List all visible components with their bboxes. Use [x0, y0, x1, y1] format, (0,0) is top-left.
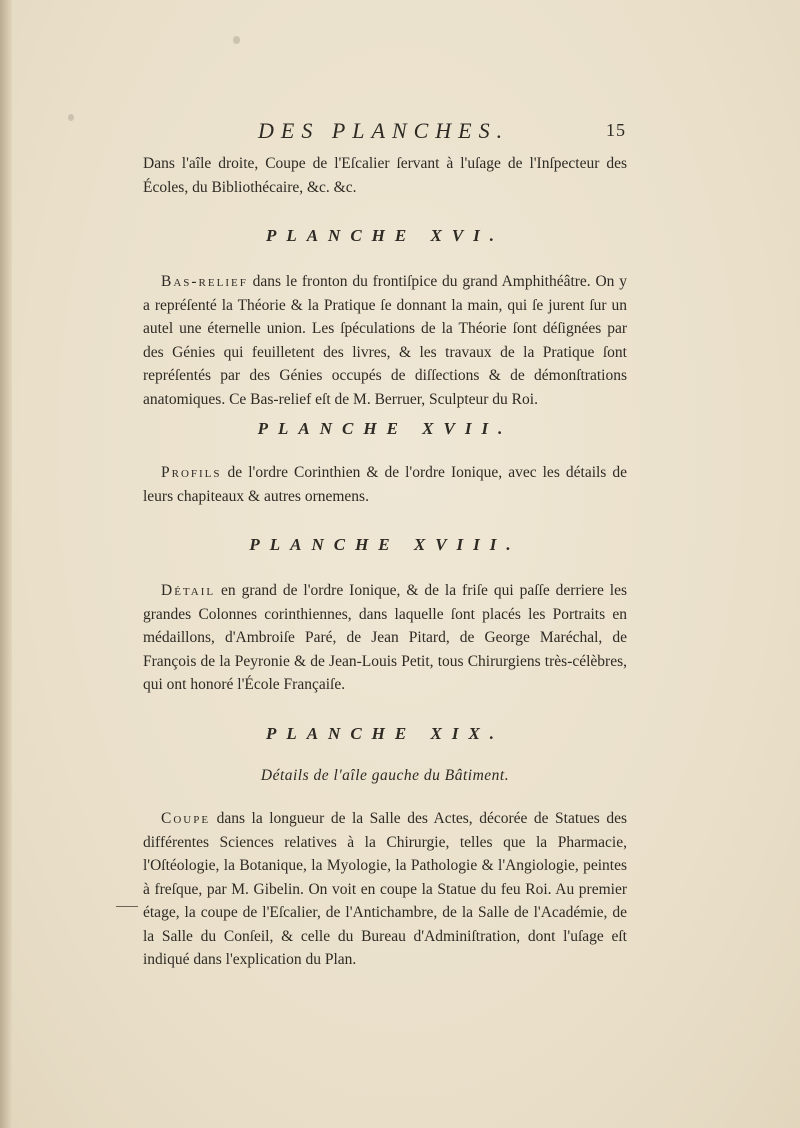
page-number: 15 [606, 120, 626, 140]
running-title: DES PLANCHES. [258, 118, 510, 143]
paragraph-lead-word: Profils [161, 464, 222, 481]
foxing-spot [233, 36, 240, 44]
paragraph-body: dans le fronton du frontiſpice du grand Amphithéâtre. On y a repréſenté la Théorie & la Pratique ſe donnant la main, qui ſe jurent ſur un autel une éternelle union. Les ſpéculations de la Théorie ſont déſignées par des Génies qui feuilletent des livres, & les travaux de la Pratique ſont repréſentés par des Génies occupés de diſſections & de démonſtrations anatomiques. Ce Bas-relief eſt de M. Berruer, Sculpteur du Roi. [143, 273, 627, 408]
paragraph-body: de l'ordre Corinthien & de l'ordre Ionique, avec les détails de leurs chapiteaux & autres ornemens. [143, 464, 627, 505]
plate-title-xviii: PLANCHE XVIII. [249, 535, 521, 554]
text-block [143, 152, 627, 972]
paragraph-body: dans la longueur de la Salle des Actes, décorée de Statues des différentes Sciences relatives à la Chirurgie, telles que la Pharmacie, l'Oſtéologie, la Botanique, la Myologie, la Pathologie & l'Angiologie, peintes à freſque, par M. Gibelin. On voit en coupe la Statue du feu Roi. Au premier étage, la coupe de l'Eſcalier, de l'Antichambre, de la Salle de l'Académie, de la Salle du Conſeil, & celle du Bureau d'Adminiſtration, dont l'uſage eſt indiqué dans l'explication du Plan. [143, 810, 627, 968]
plate-xvi-paragraph [143, 270, 627, 411]
plate-title-xix: PLANCHE XIX. [265, 723, 505, 743]
plate-xix-subtitle: Détails de l'aîle gauche du Bâtiment. [260, 766, 510, 784]
paragraph-lead-word: Coupe [161, 810, 211, 827]
plate-title-xvi: PLANCHE XVI. [265, 226, 505, 245]
paragraph-lead-word: Bas-relief [161, 273, 248, 290]
plate-title-xvii: PLANCHE XVII. [257, 419, 513, 438]
paragraph-lead-word: Détail [161, 582, 216, 599]
page-binding-edge [0, 0, 12, 1128]
plate-xviii-paragraph [143, 579, 627, 697]
margin-mark [116, 906, 138, 907]
intro-paragraph: Dans l'aîle droite, Coupe de l'Eſcalier ſervant à l'uſage de l'Inſpecteur des Écoles, du Bibliothécaire, &c. &c. [143, 155, 627, 196]
page-header [0, 118, 800, 148]
paragraph-body: en grand de l'ordre Ionique, & de la friſe qui paſſe derriere les grandes Colonnes corinthiennes, dans laquelle ſont placés les Portraits en médaillons, d'Ambroiſe Paré, de Jean Pitard, de George Maréchal, de François de la Peyronie & de Jean-Louis Petit, tous Chirurgiens très-célèbres, qui ont honoré l'École Françaiſe. [143, 582, 627, 693]
plate-xix-paragraph [143, 807, 627, 972]
plate-xvii-paragraph [143, 461, 627, 508]
